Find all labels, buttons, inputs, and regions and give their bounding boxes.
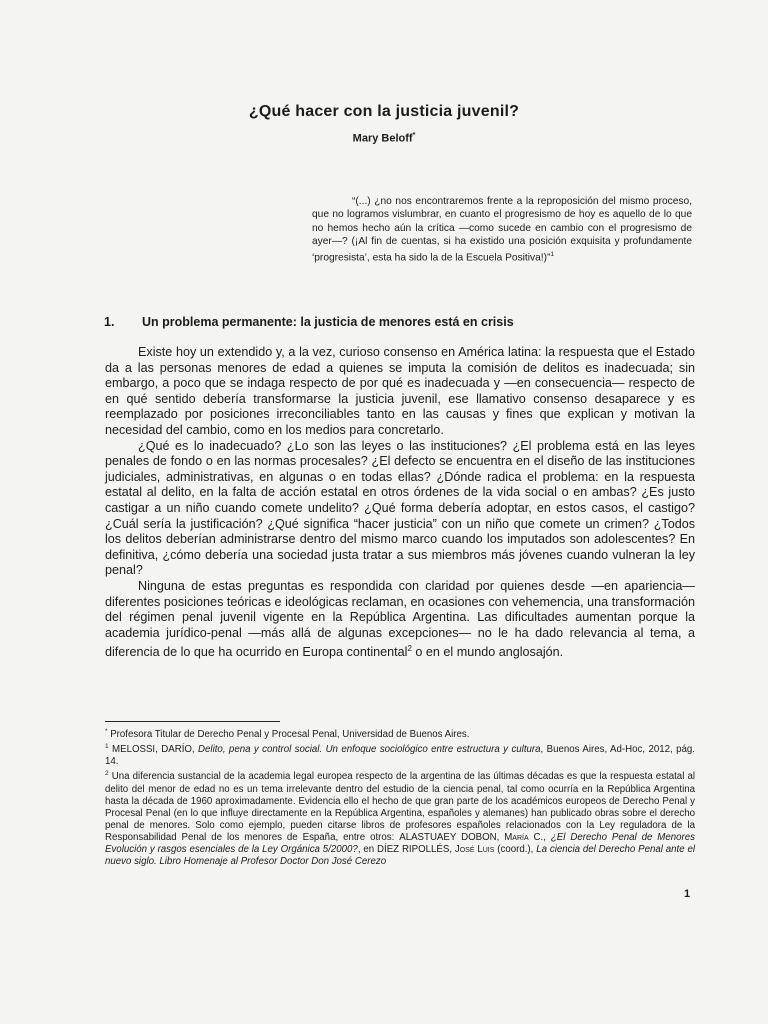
footnote-2-text: Una diferencia sustancial de la academia legal europea respecto de la argentina de las últimas décadas es que la respuesta estatal al delito del menor de edad no es un tema irrelevante dentro del estudio de la ciencia penal, tal como ocurría en la República Argentina hasta la década de 1960 aproximadamente. Evidencia ello el hecho de que gran parte de los académicos europeos de Derecho Penal y Procesal Penal (en lo que influye directamente en la República Argentina, españoles y alemanes) han publicado obras sobre el derecho penal de menores. Solo como ejemplo, pueden citarse libros de profesores españoles relacionados con la Ley reguladora de la Responsabilidad Penal de los menores de España, entre otros:	[105, 771, 695, 843]
footnote-ref-2: 2	[407, 644, 412, 654]
footnote-star-mark: *	[105, 728, 108, 735]
footnote-2-mid-2: (coord.),	[494, 843, 537, 855]
section-number: 1.	[104, 315, 115, 329]
page-number: 1	[684, 888, 691, 900]
section-title: Un problema permanente: la justicia de menores está en crisis	[142, 315, 514, 329]
author-footnote-mark: *	[412, 132, 416, 139]
footnote-2-mark: 2	[105, 770, 109, 778]
footnote-2-mid: , en	[357, 843, 378, 855]
paragraph-3	[105, 579, 695, 661]
footnote-star-text: Profesora Titular de Derecho Penal y Procesal Penal, Universidad de Buenos Aires.	[107, 729, 470, 741]
paragraph-2: ¿Qué es lo inadecuado? ¿Lo son las leyes o las instituciones? ¿El problema está en las leyes penales de fondo o en las normas procesales? ¿El defecto se encuentra en el diseño de las instituciones judiciales, administrativas, en algunas o en todas ellas? ¿Dónde radica el problema: en la respuesta estatal al delito, en la falta de acción estatal en otros órdenes de la vida social o en ambas? ¿Es justo castigar a un niño cuando comete undelito? ¿Qué forma debería adoptar, en estos casos, el castigo? ¿Cuál sería la justificación? ¿Qué significa “hacer justicia” con un niño que comete un crimen? ¿Todos los delitos deberían administrarse dentro del mismo marco cuando los imputados son adolescentes? En definitiva, ¿cómo debería una sociedad justa tratar a sus miembros más jóvenes cuando vulneran la ley penal?	[105, 438, 695, 578]
footnote-1-mark: 1	[105, 743, 109, 751]
paragraph-3-text: Ninguna de estas preguntas es respondida con claridad por quienes desde —en apariencia— diferentes posiciones teóricas e ideológicas reclaman, en ocasiones con vehemencia, una transformación del régimen penal juvenil vigente en la República Argentina. Las dificultades aumentan porque la academia jurídico-penal —más allá de algunas excepciones— no le ha dado relevancia al tema, a diferencia de lo que ha ocurrido en Europa continental	[105, 578, 695, 660]
footnote-1-title: Delito, pena y control social. Un enfoque sociológico entre estructura y cultura	[198, 744, 541, 756]
epigraph-text: “(...) ¿no nos encontraremos frente a la reproposición del mismo proceso, que no logramos vislumbrar, en cuanto el progresismo de hoy es aquello de lo que no hemos hecho aún la crítica —como sucede en cambio con el progresismo de ayer—? (¡Al fin de cuentas, si ha existido una posición exquisita y profundamente ‘progresista’, esta ha sido la de la Escuela Positiva!)”	[312, 196, 692, 264]
footnote-2-title-2: La ciencia del Derecho Penal ante el nuevo siglo. Libro Homenaje al Profesor Doctor Don José Cerezo	[105, 843, 696, 867]
footnote-star	[105, 726, 695, 741]
paragraph-1: Existe hoy un extendido y, a la vez, curioso consenso en América latina: la respuesta que el Estado da a las personas menores de edad a quienes se imputa la comisión de delitos es inadecuada; sin embargo, a poco que se indaga respecto de por qué es inadecuada y —en consecuencia— respecto de en qué sentido debería transformarse la justicia juvenil, ese llamativo consenso desaparece y es reemplazado por posiciones irreconciliables tanto en las causas y fines que explican y motivan la necesidad del cambio, como en los medios para concretarlo.	[105, 345, 695, 437]
footnote-1-rest: , Buenos Aires, Ad-Hoc, 2012, pág. 14.	[105, 744, 695, 768]
footnote-divider	[105, 721, 280, 722]
footnote-2-author-1: ALASTUAEY DOBON, María C.,	[399, 831, 551, 843]
author-name: Mary Beloff	[352, 132, 413, 145]
footnote-1-author: MELOSSI, DARÍO,	[108, 744, 199, 756]
document-title: ¿Qué hacer con la justicia juvenil?	[248, 103, 520, 120]
body-text	[105, 345, 695, 661]
paragraph-3-tail: o en el mundo anglosajón.	[411, 645, 564, 660]
author-line	[0, 132, 768, 145]
epigraph	[312, 195, 692, 265]
footnote-2-author-2: DÍEZ RIPOLLÉS, José Luis	[377, 843, 495, 855]
footnote-2	[105, 768, 695, 867]
footnotes	[105, 726, 695, 868]
footnote-2-title-1: ¿El Derecho Penal de Menores Evolución y rasgos esenciales de la Ley Orgánica 5/2000?	[105, 831, 695, 855]
epigraph-footnote-mark: 1	[550, 251, 555, 259]
section-heading	[104, 315, 704, 329]
footnote-1	[105, 741, 695, 768]
